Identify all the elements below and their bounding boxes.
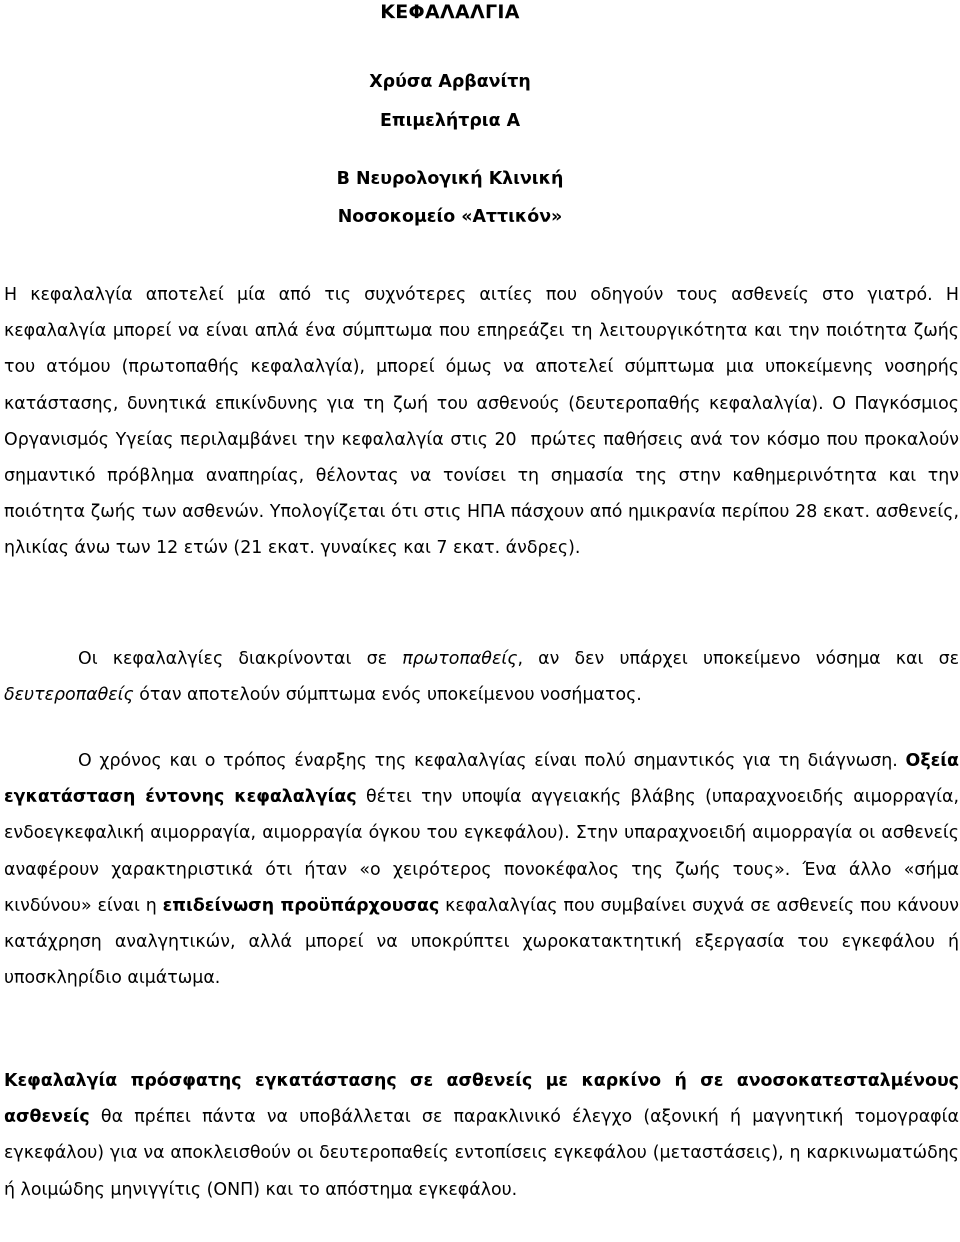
classification-text-1: Οι κεφαλαλγίες διακρίνονται σε — [78, 649, 403, 669]
onset-text-1: Ο χρόνος και ο τρόπος έναρξης της κεφαλαλγίας είναι πολύ σημαντικός για τη διάγνωση. — [78, 751, 906, 771]
intro-text-part-1: Η κεφαλαλγία αποτελεί μία από τις συχνότερες αιτίες που οδηγούν τους ασθενείς στο γιατρό. Η κεφαλαλγία μπορεί να είναι απλά ένα σύμπτωμα που επηρεάζει τη λειτουργικότητα και την ποιότητα ζωής του ατόμου (πρωτοπαθής κεφαλαλγία), μπορεί όμως να αποτελεί σύμπτωμα μια υποκείμενης νοσηρής κατάστασης, δυνητικά επικίνδυνης για τη ζωή του ασθενούς (δευτεροπαθής κεφαλαλγία). Ο Παγκόσμιος Οργανισμός Υγείας περιλαμβάνει την κεφαλαλγία στις 20 — [4, 285, 959, 450]
classification-text-2: , αν δεν υπάρχει υποκείμενο νόσημα και σε — [517, 649, 959, 669]
secondary-term: δευτεροπαθείς — [4, 685, 134, 706]
cancer-term: Κεφαλαλγία πρόσφατης εγκατάστασης σε ασθενείς με καρκίνο ή σε ανοσοκατεσταλμένους ασθενείς — [4, 1071, 959, 1128]
author-name: Χρύσα Αρβανίτη — [369, 72, 531, 92]
onset-text-3: κεφαλαλγίας που συμβαίνει συχνά σε ασθενείς που κάνουν κατάχρηση αναλγητικών, αλλά μπορεί να υποκρύπτει χωροκατακτητική εξεργασία του εγκεφάλου ή υποσκληρίδιο αιμάτωμα. — [4, 895, 959, 989]
onset-text-2: θέτει την υποψία αγγειακής βλάβης (υπαραχνοειδής αιμορραγία, ενδοεγκεφαλική αιμορραγία, αιμορραγία όγκου του εγκεφάλου). Στην υπαραχνοειδή αιμορραγία οι ασθενείς αναφέρουν χαρακτηριστικά ότι ήταν «ο χειρότερος πονοκέφαλος της ζωής τους». Ένα άλλο «σήμα κινδύνου» είναι η — [4, 787, 959, 916]
clinic-name: Β Νευρολογική Κλινική — [336, 169, 564, 189]
cancer-paragraph — [4, 1063, 959, 1208]
intro-paragraph — [4, 277, 959, 567]
worsening-term: επιδείνωση προϋπάρχουσας — [162, 895, 440, 916]
document-title: ΚΕΦΑΛΑΛΓΙΑ — [380, 1, 520, 23]
cancer-text: θα πρέπει πάντα να υποβάλλεται σε παρακλινικό έλεγχο (αξονική ή μαγνητική τομογραφία εγκεφάλου) για να αποκλεισθούν οι δευτεροπαθείς εντοπίσεις εγκεφάλου (μεταστάσεις), η καρκινωματώδης ή λοιμώδης μηνιγγίτις (ΟΝΠ) και το απόστημα εγκεφάλου. — [4, 1107, 959, 1200]
intro-text-part-2: πρώτες παθήσεις ανά τον κόσμο που προκαλούν σημαντικό πρόβλημα αναπηρίας, θέλοντας να τονίσει τη σημασία της στην καθημερινότητα και την ποιότητα ζωής των ασθενών. Υπολογίζεται ότι στις ΗΠΑ πάσχουν από ημικρανία περίπου 28 εκατ. ασθενείς, ηλικίας άνω των 12 ετών (21 εκατ. γυναίκες και 7 εκατ. άνδρες). — [4, 429, 960, 559]
acute-onset-term: Οξεία εγκατάσταση έντονης κεφαλαλγίας — [4, 751, 959, 808]
classification-paragraph — [4, 641, 959, 713]
onset-paragraph — [4, 743, 959, 996]
author-role: Επιμελήτρια Α — [379, 111, 521, 131]
primary-term: πρωτοπαθείς — [402, 649, 518, 669]
hospital-name: Νοσοκομείο «Αττικόν» — [337, 207, 563, 227]
classification-text-3: όταν αποτελούν σύμπτωμα ενός υποκείμενου νοσήματος. — [133, 685, 642, 706]
